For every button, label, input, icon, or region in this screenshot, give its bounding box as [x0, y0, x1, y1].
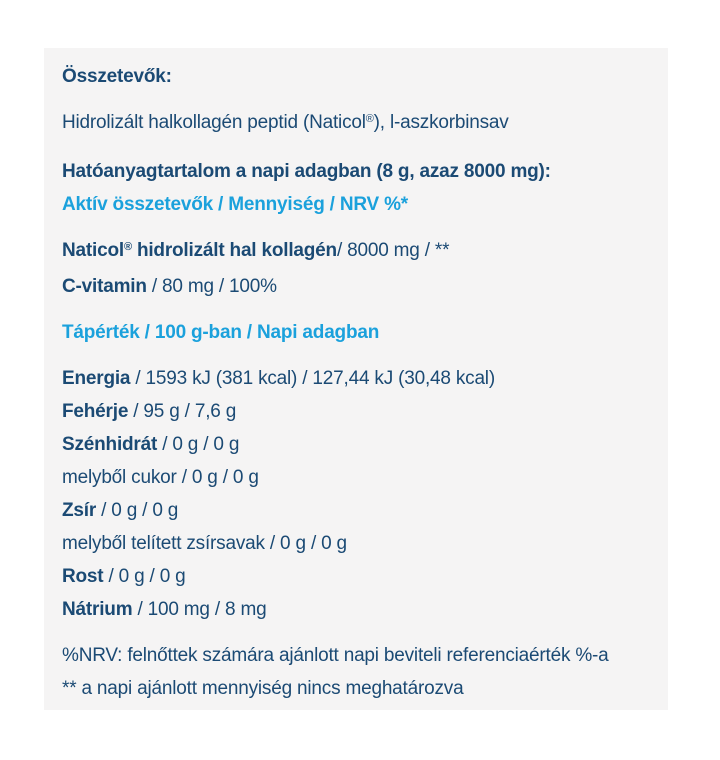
- collagen-row-text: ®: [123, 241, 132, 253]
- ingredients-list-text: ), l-aszkorbinsav: [373, 112, 509, 133]
- daily-amount-footnote-text: ** a napi ajánlott mennyiség nincs meghatározva: [62, 678, 464, 699]
- vitamin-c-row-text: / 80 mg / 100%: [146, 276, 277, 297]
- nutrition-columns-header-text: Tápérték / 100 g-ban / Napi adagban: [62, 322, 380, 343]
- ingredients-list-text: ®: [365, 113, 374, 125]
- active-content-heading-text: Hatóanyagtartalom a napi adagban (8 g, azaz 8000 mg):: [62, 161, 551, 182]
- sugar-row-text: melyből cukor / 0 g / 0 g: [62, 467, 259, 488]
- saturated-fat-row: [62, 527, 650, 560]
- collagen-row: [62, 234, 650, 270]
- collagen-row-text: Naticol: [62, 240, 124, 261]
- active-ingredients-columns-header-text: Aktív összetevők / Mennyiség / NRV %*: [62, 194, 408, 215]
- protein-row-text: / 95 g / 7,6 g: [128, 401, 237, 422]
- sodium-row: [62, 593, 650, 626]
- fiber-row: [62, 560, 650, 593]
- daily-amount-footnote: [62, 672, 650, 705]
- sodium-row-text: / 100 mg / 8 mg: [132, 599, 267, 620]
- carbohydrate-row-text: / 0 g / 0 g: [157, 434, 240, 455]
- ingredients-nutrition-panel: [44, 48, 668, 710]
- collagen-row-text: / 8000 mg / **: [336, 240, 450, 261]
- ingredients-heading: [62, 60, 650, 93]
- energy-row-text: / 1593 kJ (381 kcal) / 127,44 kJ (30,48 kcal): [130, 368, 495, 389]
- fiber-row-text: Rost: [62, 566, 104, 587]
- ingredients-heading-text: Összetevők:: [62, 66, 172, 87]
- protein-row: [62, 395, 650, 428]
- vitamin-c-row: [62, 270, 650, 303]
- rows-container: [62, 60, 650, 705]
- energy-row-text: Energia: [62, 368, 131, 389]
- fat-row-text: Zsír: [62, 500, 97, 521]
- nrv-footnote: [62, 639, 650, 672]
- energy-row: [62, 362, 650, 395]
- nrv-footnote-text: %NRV: felnőttek számára ajánlott napi beviteli referenciaérték %-a: [62, 645, 609, 666]
- vitamin-c-row-text: C-vitamin: [62, 276, 147, 297]
- carbohydrate-row-text: Szénhidrát: [62, 434, 158, 455]
- active-ingredients-columns-header: [62, 188, 650, 221]
- protein-row-text: Fehérje: [62, 401, 129, 422]
- collagen-row-text: hidrolizált hal kollagén: [131, 240, 337, 261]
- ingredients-list: [62, 106, 650, 142]
- ingredients-list-text: Hidrolizált halkollagén peptid (Naticol: [62, 112, 366, 133]
- active-content-heading: [62, 155, 650, 188]
- saturated-fat-row-text: melyből telített zsírsavak / 0 g / 0 g: [62, 533, 347, 554]
- fat-row-text: / 0 g / 0 g: [96, 500, 179, 521]
- fat-row: [62, 494, 650, 527]
- sugar-row: [62, 461, 650, 494]
- carbohydrate-row: [62, 428, 650, 461]
- fiber-row-text: / 0 g / 0 g: [103, 566, 186, 587]
- nutrition-columns-header: [62, 316, 650, 349]
- sodium-row-text: Nátrium: [62, 599, 133, 620]
